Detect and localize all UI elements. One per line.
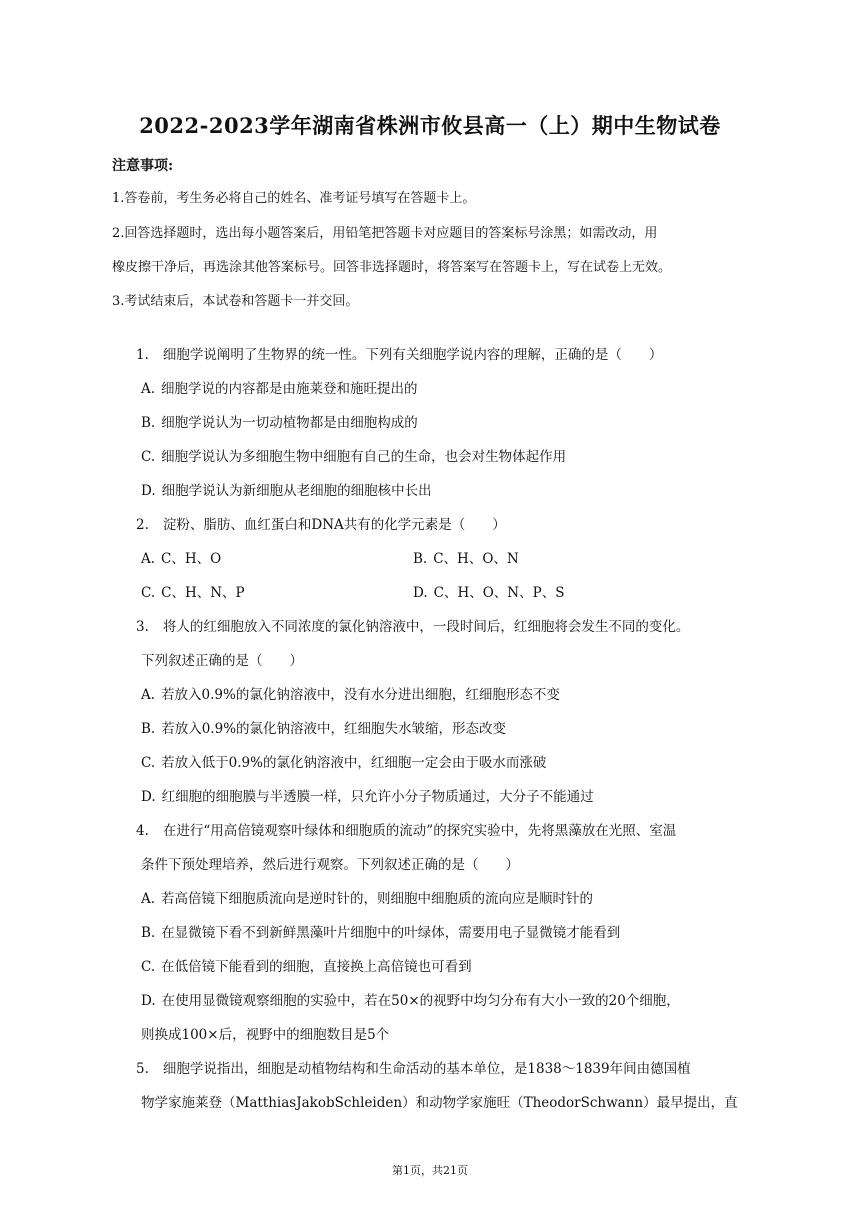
notice-item-3: 3.考试结束后，本试卷和答题卡一并交回。	[112, 294, 359, 309]
option-letter: D.	[413, 585, 428, 601]
question-3-option-a[interactable]	[141, 683, 560, 703]
notice-item-2-cont: 橡皮擦干净后，再选涂其他答案标号。回答非选择题时，将答案写在答题卡上，写在试卷上无效。	[112, 260, 672, 275]
question-4-option-b[interactable]	[141, 921, 620, 941]
question-3-option-b[interactable]	[141, 717, 506, 737]
question-3-option-d[interactable]	[141, 785, 594, 805]
option-letter: C.	[141, 449, 156, 465]
option-text: C、H、O、N、P、S	[433, 585, 565, 601]
option-text: 在低倍镜下能看到的细胞，直接换上高倍镜也可看到	[161, 959, 472, 975]
question-3-stem-cont: 下列叙述正确的是（ ）	[141, 653, 303, 669]
question-4-option-d[interactable]	[141, 989, 680, 1009]
question-4-stem	[136, 819, 676, 839]
option-text: 细胞学说认为新细胞从老细胞的细胞核中长出	[161, 483, 432, 499]
question-number: 4.	[136, 823, 149, 839]
notice-heading: 注意事项:	[112, 158, 174, 174]
question-2-option-c[interactable]	[141, 581, 245, 601]
notice-item-1: 1.答卷前，考生务必将自己的姓名、准考证号填写在答题卡上。	[112, 191, 476, 206]
option-text: 在显微镜下看不到新鲜黑藻叶片细胞中的叶绿体，需要用电子显微镜才能看到	[161, 925, 621, 941]
option-letter: D.	[141, 993, 156, 1009]
question-1-option-c[interactable]	[141, 445, 566, 465]
question-4-option-d-cont: 则换成100×后，视野中的细胞数目是5个	[141, 1027, 390, 1043]
question-1-option-b[interactable]	[141, 411, 418, 431]
option-text: 红细胞的细胞膜与半透膜一样，只允许小分子物质通过，大分子不能通过	[161, 789, 594, 805]
option-letter: B.	[141, 415, 156, 431]
option-text: 若放入低于0.9%的氯化钠溶液中，红细胞一定会由于吸水而涨破	[161, 755, 547, 771]
question-3-stem	[136, 615, 689, 635]
notice-item-2: 2.回答选择题时，选出每小题答案后，用铅笔把答题卡对应题目的答案标号涂黑；如需改动，用	[112, 226, 658, 241]
question-text: 在进行“用高倍镜观察叶绿体和细胞质的流动”的探究实验中，先将黑藻放在光照、室温	[162, 823, 677, 839]
question-text: 淀粉、脂肪、血红蛋白和DNA共有的化学元素是（ ）	[162, 517, 506, 533]
option-letter: C.	[141, 585, 156, 601]
option-letter: D.	[141, 789, 156, 805]
option-text: 在使用显微镜观察细胞的实验中，若在50×的视野中均匀分布有大小一致的20个细胞，	[161, 993, 680, 1009]
question-1-option-a[interactable]	[141, 377, 418, 397]
question-1-stem	[136, 343, 662, 363]
option-letter: B.	[141, 721, 156, 737]
option-text: C、H、N、P	[161, 585, 245, 601]
question-text: 细胞学说指出，细胞是动植物结构和生命活动的基本单位，是1838～1839年间由德国植	[162, 1061, 691, 1077]
option-letter: C.	[141, 755, 156, 771]
option-letter: D.	[141, 483, 156, 499]
question-1-option-d[interactable]	[141, 479, 432, 499]
question-3-option-c[interactable]	[141, 751, 546, 771]
question-2-option-d[interactable]	[413, 581, 564, 601]
option-text: 若放入0.9%的氯化钠溶液中，没有水分进出细胞，红细胞形态不变	[161, 687, 560, 703]
option-text: 细胞学说的内容都是由施莱登和施旺提出的	[161, 381, 418, 397]
option-letter: A.	[141, 891, 156, 907]
question-4-option-c[interactable]	[141, 955, 472, 975]
question-number: 5.	[136, 1061, 149, 1077]
option-text: 细胞学说认为一切动植物都是由细胞构成的	[161, 415, 418, 431]
option-text: 若高倍镜下细胞质流向是逆时针的，则细胞中细胞质的流向应是顺时针的	[161, 891, 594, 907]
question-number: 3.	[136, 619, 149, 635]
question-4-option-a[interactable]	[141, 887, 593, 907]
question-number: 2.	[136, 517, 149, 533]
question-text: 将人的红细胞放入不同浓度的氯化钠溶液中，一段时间后，红细胞将会发生不同的变化。	[162, 619, 690, 635]
option-text: 若放入0.9%的氯化钠溶液中，红细胞失水皱缩，形态改变	[161, 721, 507, 737]
option-text: 细胞学说认为多细胞生物中细胞有自己的生命，也会对生物体起作用	[161, 449, 567, 465]
option-text: C、H、O、N	[433, 551, 519, 567]
question-4-stem-cont: 条件下预处理培养，然后进行观察。下列叙述正确的是（ ）	[141, 857, 519, 873]
question-5-stem-cont: 物学家施莱登（MatthiasJakobSchleiden）和动物学家施旺（TheodorSchwann）最早提出，直	[141, 1095, 738, 1111]
option-letter: B.	[413, 551, 428, 567]
option-letter: A.	[141, 381, 156, 397]
question-2-stem	[136, 513, 506, 533]
option-text: C、H、O	[161, 551, 222, 567]
question-2-option-a[interactable]	[141, 547, 221, 567]
option-letter: B.	[141, 925, 156, 941]
question-text: 细胞学说阐明了生物界的统一性。下列有关细胞学说内容的理解，正确的是（ ）	[162, 347, 663, 363]
option-letter: A.	[141, 687, 156, 703]
question-5-stem	[136, 1057, 691, 1077]
option-letter: C.	[141, 959, 156, 975]
question-2-option-b[interactable]	[413, 547, 519, 567]
question-number: 1.	[136, 347, 149, 363]
option-letter: A.	[141, 551, 156, 567]
page-title: 2022-2023学年湖南省株洲市攸县高一（上）期中生物试卷	[139, 113, 721, 138]
page-footer: 第1页，共21页	[392, 1164, 468, 1177]
